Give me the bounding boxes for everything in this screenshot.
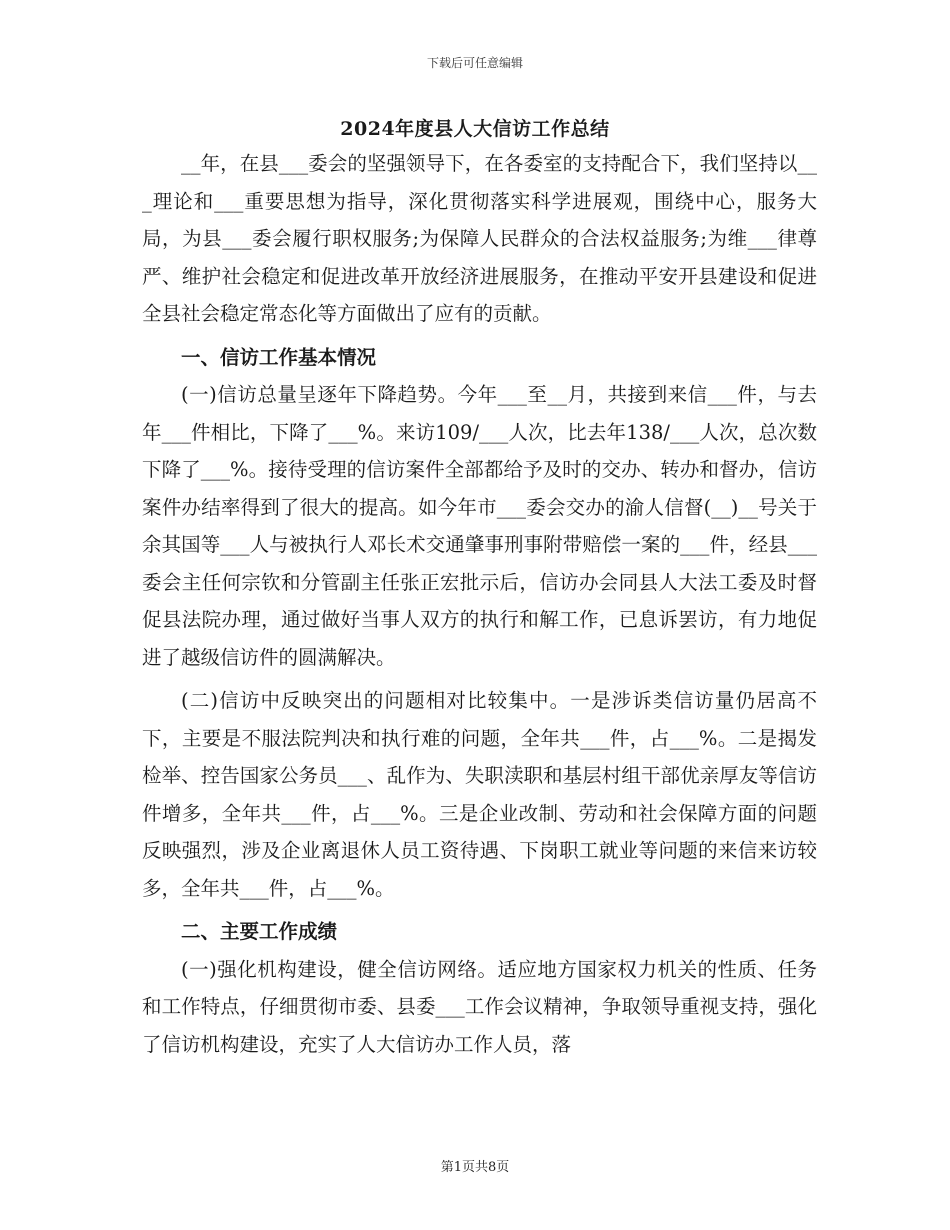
- header-note: 下载后可任意编辑: [426, 56, 523, 70]
- document-body: [142, 145, 817, 1063]
- intro-paragraph: __年，在县___委会的坚强领导下，在各委室的支持配合下，我们坚持以___理论和___重要思想为指导，深化贯彻落实科学进展观，围绕中心，服务大局，为县___委会履行职权服务;为保障人民群众的合法权益服务;为维___律尊严、维护社会稳定和促进改革开放经济进展服务，在推动平安开县建设和促进全县社会稳定常态化等方面做出了应有的贡献。: [142, 152, 817, 325]
- page-footer: 第1页共8页: [440, 1160, 510, 1175]
- document-title: 2024年度县人大信访工作总结: [340, 118, 610, 140]
- paragraph-1-1: (一)信访总量呈逐年下降趋势。今年___至__月，共接到来信___件，与去年___件相比，下降了___%。来访109/___人次，比去年138/___人次，总次数下降了___%。接待受理的信访案件全部都给予及时的交办、转办和督办，信访案件办结率得到了很大的提高。如今年市___委会交办的渝人信督(__)__号关于余其国等___人与被执行人邓长术交通肇事刑事附带赔偿一案的___件，经县___委会主任何宗钦和分管副主任张正宏批示后，信访办会同县人大法工委及时督促县法院办理，通过做好当事人双方的执行和解工作，已息诉罢访，有力地促进了越级信访件的圆满解决。: [142, 383, 817, 669]
- section-heading-1: 一、信访工作基本情况: [181, 345, 377, 369]
- paragraph-1-2: (二)信访中反映突出的问题相对比较集中。一是涉诉类信访量仍居高不下，主要是不服法院判决和执行难的问题，全年共___件，占___%。二是揭发检举、控告国家公务员___、乱作为、失职渎职和基层村组干部优亲厚友等信访件增多，全年共___件，占___%。三是企业改制、劳动和社会保障方面的问题反映强烈，涉及企业离退休人员工资待遇、下岗职工就业等问题的来信来访较多，全年共___件，占___%。: [142, 689, 817, 900]
- section-heading-2: 二、主要工作成绩: [181, 920, 338, 943]
- paragraph-2-1: (一)强化机构建设，健全信访网络。适应地方国家权力机关的性质、任务和工作特点，仔细贯彻市委、县委___工作会议精神，争取领导重视支持，强化了信访机构建设，充实了人大信访办工作人员，落: [142, 957, 817, 1056]
